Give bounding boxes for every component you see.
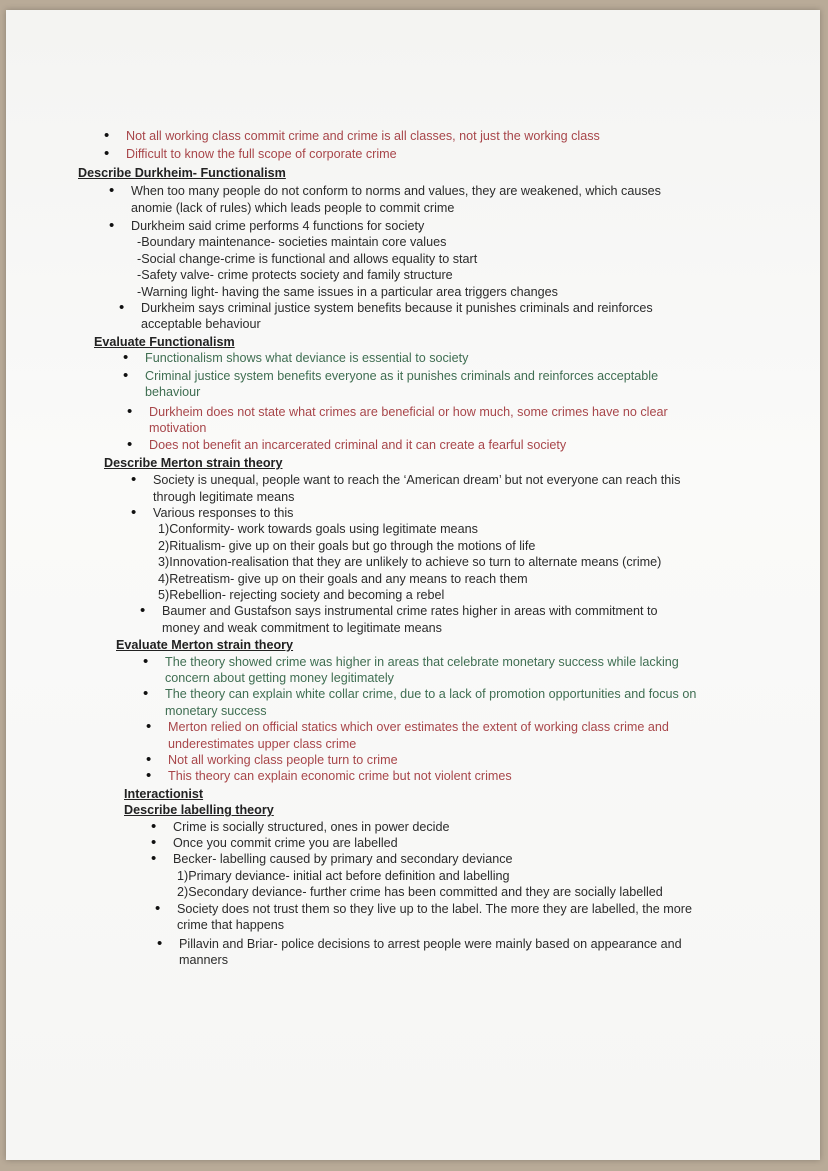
- list-item: • Becker- labelling caused by primary and secondary deviance: [173, 851, 701, 867]
- eval-merton-list: [165, 654, 697, 720]
- list-item: • Criminal justice system benefits everyone as it punishes criminals and reinforces acceptable behaviour: [145, 368, 675, 401]
- section-heading-durkheim: Describe Durkheim- Functionalism: [78, 165, 286, 180]
- intro-list: [126, 128, 706, 163]
- list-item: • The theory showed crime was higher in areas that celebrate monetary success while lacking concern about getting money legitimately: [165, 654, 697, 687]
- labelling-list: [173, 819, 701, 868]
- list-item: • Baumer and Gustafson says instrumental crime rates higher in areas with commitment to money and weak commitment to legitimate means: [162, 603, 697, 636]
- list-item: • Functionalism shows what deviance is essential to society: [145, 350, 675, 366]
- list-item: • Durkheim said crime performs 4 functions for society: [131, 218, 701, 234]
- response-line: 2)Ritualism- give up on their goals but go through the motions of life: [158, 538, 536, 553]
- paper-page: [6, 10, 820, 1160]
- eval-functionalism-list-2: [149, 404, 701, 454]
- list-item: • The theory can explain white collar crime, due to a lack of promotion opportunities and focus on monetary success: [165, 686, 697, 719]
- list-item: • Crime is socially structured, ones in power decide: [173, 819, 701, 835]
- labelling-list-2: [177, 901, 697, 934]
- function-line: -Warning light- having the same issues in a particular area triggers changes: [137, 284, 558, 299]
- section-heading-merton: Describe Merton strain theory: [104, 455, 283, 470]
- list-item: • Not all working class commit crime and crime is all classes, not just the working class: [126, 128, 706, 144]
- response-line: 5)Rebellion- rejecting society and becoming a rebel: [158, 587, 445, 602]
- function-line: -Boundary maintenance- societies maintain core values: [137, 235, 447, 250]
- list-item: • Durkheim does not state what crimes are beneficial or how much, some crimes have no clear motivation: [149, 404, 701, 437]
- function-line: -Safety valve- crime protects society and family structure: [137, 268, 453, 283]
- list-item: • Society is unequal, people want to reach the ‘American dream’ but not everyone can reach this through legitimate means: [153, 472, 683, 505]
- response-line: 1)Conformity- work towards goals using legitimate means: [158, 522, 478, 537]
- durkheim-list: [131, 183, 701, 234]
- list-item: • Society does not trust them so they live up to the label. The more they are labelled, the more crime that happens: [177, 901, 697, 934]
- list-item: • When too many people do not conform to norms and values, they are weakened, which causes anomie (lack of rules) which leads people to commit crime: [131, 183, 701, 216]
- list-item: • Does not benefit an incarcerated criminal and it can create a fearful society: [149, 437, 701, 453]
- notes-content: [6, 128, 820, 968]
- list-item: • Pillavin and Briar- police decisions to arrest people were mainly based on appearance and manners: [179, 936, 699, 969]
- eval-functionalism-list: [145, 350, 675, 400]
- list-item: • Not all working class people turn to crime: [168, 752, 696, 768]
- deviance-line: 1)Primary deviance- initial act before definition and labelling: [177, 868, 510, 883]
- durkheim-functions: [137, 234, 697, 300]
- response-line: 4)Retreatism- give up on their goals and any means to reach them: [158, 571, 528, 586]
- list-item: • This theory can explain economic crime but not violent crimes: [168, 768, 696, 784]
- section-heading-eval-functionalism: Evaluate Functionalism: [94, 334, 235, 349]
- labelling-list-3: [179, 936, 699, 969]
- section-heading-labelling: Describe labelling theory: [124, 803, 274, 818]
- labelling-deviance: [177, 868, 722, 901]
- list-item: • Durkheim says criminal justice system benefits because it punishes criminals and reinforces acceptable behaviour: [141, 300, 676, 333]
- list-item: • Difficult to know the full scope of corporate crime: [126, 146, 706, 162]
- list-item: • Various responses to this: [153, 505, 683, 521]
- durkheim-list-2: [141, 300, 676, 333]
- merton-responses: [158, 521, 673, 603]
- response-line: 3)Innovation-realisation that they are unlikely to achieve so turn to alternate means (crime): [158, 555, 662, 570]
- section-heading-interactionist: Interactionist: [124, 786, 204, 801]
- section-heading-eval-merton: Evaluate Merton strain theory: [116, 638, 294, 653]
- merton-list: [153, 472, 683, 521]
- eval-merton-list-2: [168, 719, 696, 785]
- merton-list-2: [162, 603, 697, 636]
- list-item: • Merton relied on official statics which over estimates the extent of working class crime and underestimates upper class crime: [168, 719, 696, 752]
- list-item: • Once you commit crime you are labelled: [173, 835, 701, 851]
- function-line: -Social change-crime is functional and allows equality to start: [137, 251, 478, 266]
- deviance-line: 2)Secondary deviance- further crime has been committed and they are socially labelled: [177, 885, 663, 900]
